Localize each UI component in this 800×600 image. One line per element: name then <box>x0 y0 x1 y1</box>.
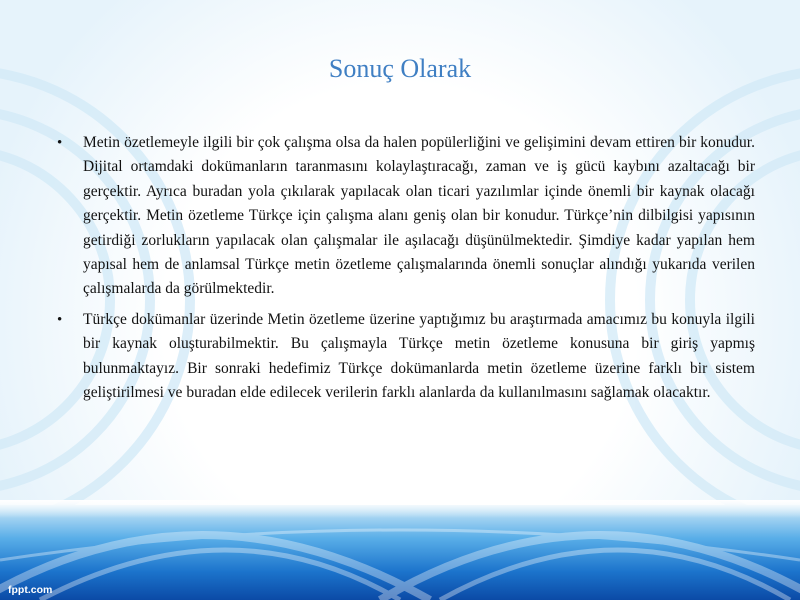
bullet-text: Metin özetlemeyle ilgili bir çok çalışma olsa da halen popülerliğini ve gelişimini devam ettiren bir konudur. Dijital ortamdaki dokümanların taranmasını kolaylaştıracağı, zaman ve iş gücü kaybını azaltacağı bir gerçektir. Ayrıca buradan yola çıkılarak yapılacak olan ticari yazılımlar içinde önemli bir kaynak olacağı gerçektir. Metin özetleme Türkçe için çalışma alanı geniş olan bir konudur. Türkçe’nin dilbilgisi yapısının getirdiği zorlukların yapılacak olan çalışmalar ile aşılacağı düşünülmektedir. Şimdiye kadar yapılan hem yapısal hem de anlamsal Türkçe metin özetleme çalışmalarında önemli sonuçlar alındığı yukarıda verilen çalışmalarda da görülmektedir. <box>83 134 755 298</box>
slide-title: Sonuç Olarak <box>328 54 472 83</box>
bullet-text: Türkçe dokümanlar üzerinde Metin özetleme üzerine yaptığımız bu araştırmada amacımız bu konuyla ilgili bir kaynak oluşturabilmektir. Bu çalışmayla Türkçe metin özetleme konusuna bir giriş yapmış bulunmaktayız. Bir sonraki hedefimiz Türkçe dokümanlarda metin özetleme üzerine farklı bir sistem geliştirilmesi ve buradan elde edilecek verilerin farklı alanlarda da kullanılmasını sağlamak olacaktır. <box>83 310 755 402</box>
bullet-marker: • <box>57 311 63 328</box>
bullet-item <box>57 308 755 406</box>
bullet-list <box>57 131 755 411</box>
watermark-logo: fppt.com <box>8 584 53 596</box>
bullet-item <box>57 131 755 302</box>
bullet-marker: • <box>57 135 63 151</box>
